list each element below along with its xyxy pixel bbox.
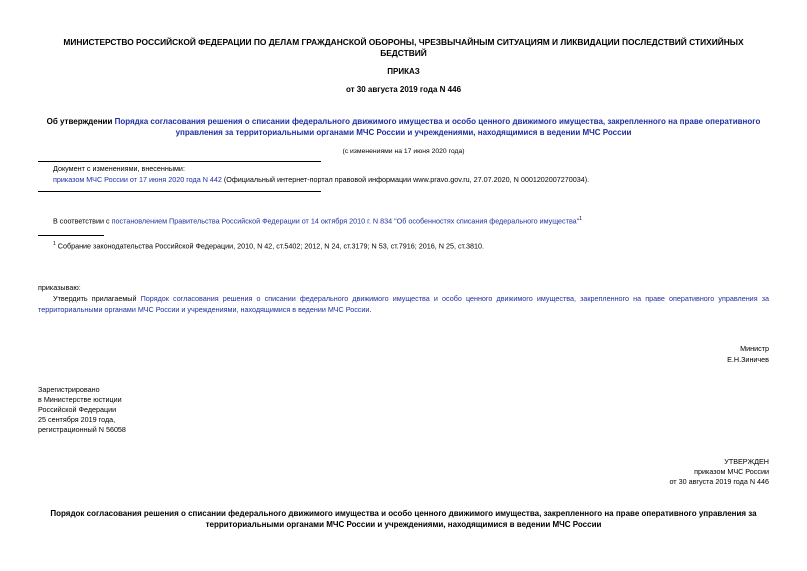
order-approve-paragraph	[38, 293, 769, 315]
registration-line: Российской Федерации	[38, 405, 117, 414]
signature-position: Министр	[740, 344, 769, 353]
approve-prefix: Утвердить прилагаемый	[53, 294, 141, 303]
approved-line: УТВЕРЖДЕН	[724, 457, 769, 466]
changes-note: (с изменениями на 17 июня 2020 года)	[342, 148, 465, 155]
footnote-text: Собрание законодательства Российской Федерации, 2010, N 42, ст.5402; 2012, N 24, ст.3179; N 53, ст.7916; 2016, N 25, ст.3810.	[55, 241, 485, 251]
footnote	[53, 239, 773, 251]
registration-block	[38, 385, 288, 435]
document-title	[36, 116, 771, 138]
registration-line: Зарегистрировано	[38, 385, 100, 394]
approve-suffix: .	[369, 305, 372, 314]
footnote-divider	[38, 235, 104, 236]
registration-line: 25 сентября 2019 года,	[38, 415, 116, 424]
divider-top	[38, 161, 321, 162]
signature-name: Е.Н.Зиничев	[727, 355, 769, 364]
approved-line: от 30 августа 2019 года N 446	[669, 477, 769, 486]
preamble-text: В соответствии с	[53, 216, 112, 226]
amendments-line	[53, 175, 773, 185]
registration-line: регистрационный N 56058	[38, 425, 126, 434]
appendix-title: Порядок согласования решения о списании федерального движимого имущества и особо ценного движимого имущества, закрепленного на праве оперативного управления за территориальными органами МЧС России и учреждениями, находящимися в ведении МЧС России	[50, 509, 757, 529]
document-type: ПРИКАЗ	[387, 67, 420, 76]
preamble-link[interactable]: постановлением Правительства Российской Федерации от 14 октября 2010 г. N 834 "Об особенностях списания федерального имущества"	[111, 216, 580, 226]
order-command: приказываю:	[38, 283, 81, 292]
amendments-link[interactable]: приказом МЧС России от 17 июня 2020 года N 442	[53, 175, 222, 184]
title-link[interactable]: Порядка согласования решения о списании федерального движимого имущества и особо ценного движимого имущества, закрепленного на праве оперативного управления за территориальными органами МЧС России и учреждениями, находящимися в ведении МЧС России	[114, 117, 761, 137]
divider-bottom	[38, 191, 321, 192]
approved-line: приказом МЧС России	[694, 467, 769, 476]
footnote-mark: 1	[579, 216, 583, 222]
amendments-source: (Официальный интернет-портал правовой информации www.pravo.gov.ru, 27.07.2020, N 0001202007270034).	[221, 175, 590, 184]
amendments-intro: Документ с изменениями, внесенными:	[53, 164, 185, 173]
approved-block	[560, 457, 769, 487]
ministry-heading: МИНИСТЕРСТВО РОССИЙСКОЙ ФЕДЕРАЦИИ ПО ДЕЛАМ ГРАЖДАНСКОЙ ОБОРОНЫ, ЧРЕЗВЫЧАЙНЫМ СИТУАЦИЯМ И ЛИКВИДАЦИИ ПОСЛЕДСТВИЙ СТИХИЙНЫХ БЕДСТВИЙ	[63, 37, 744, 58]
approve-link[interactable]: Порядок согласования решения о списании федерального движимого имущества и особо ценного движимого имущества, закрепленного на праве оперативного управления за территориальными органами МЧС России и учреждениями, находящимися в ведении МЧС России	[38, 294, 770, 314]
preamble	[53, 214, 773, 226]
footnote-number: 1	[53, 241, 56, 247]
registration-line: в Министерстве юстиции	[38, 395, 122, 404]
document-date-number: от 30 августа 2019 года N 446	[345, 85, 462, 94]
title-prefix: Об утверждении	[46, 117, 115, 126]
